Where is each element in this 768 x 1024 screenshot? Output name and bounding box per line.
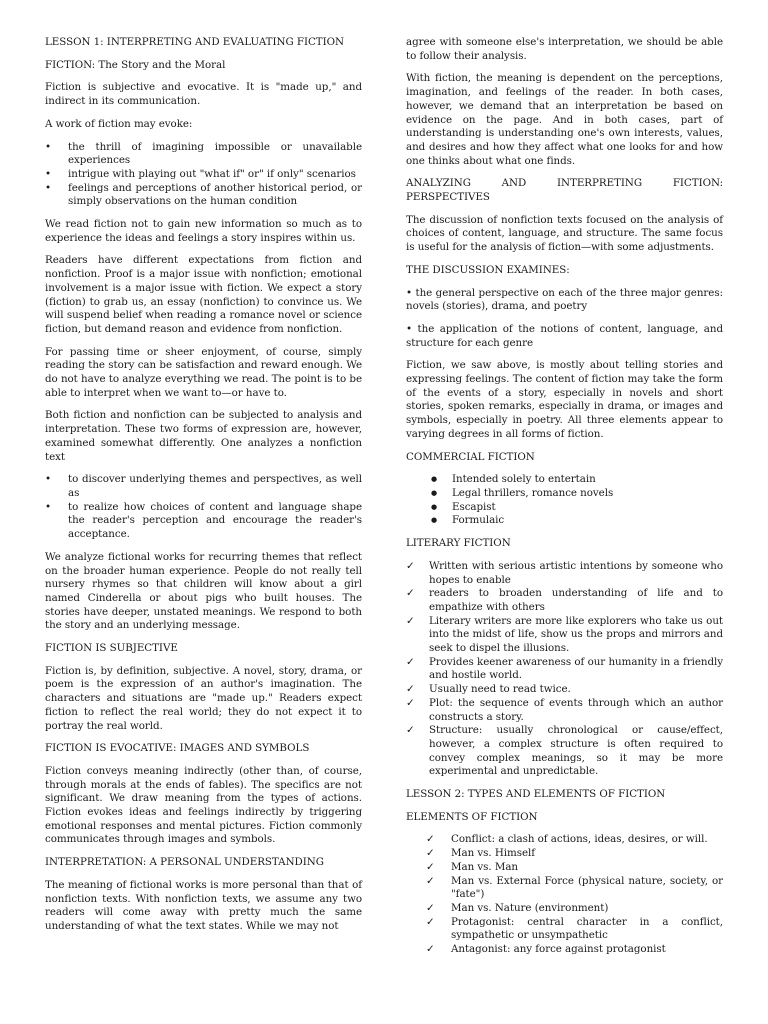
list-item: ✓ Man vs. Man — [426, 861, 723, 875]
lesson-2-title: LESSON 2: TYPES AND ELEMENTS OF FICTION — [406, 788, 666, 801]
list-item: ✓ Plot: the sequence of events through which an author constructs a story. — [406, 697, 723, 724]
list-item: ✓ Conflict: a clash of actions, ideas, desires, or will. — [426, 833, 723, 847]
list-item: ● Intended solely to entertain — [429, 473, 723, 487]
paragraph: agree with someone else's interpretation, we should be able to follow their analysis. — [406, 36, 723, 62]
analyze-list — [45, 473, 362, 542]
list-item: ✓ Man vs. External Force (physical nature, society, or "fate") — [426, 875, 723, 902]
paragraph: A work of fiction may evoke: — [45, 117, 193, 130]
literary-list — [406, 560, 723, 779]
list-item: ✓ Structure: usually chronological or cause/effect, however, a complex structure is often required to convey complex meanings, so it may be more experimental and unpredictable. — [406, 724, 723, 779]
paragraph: For passing time or sheer enjoyment, of course, simply reading the story can be satisfaction and reward enough. We do not have to analyze everything we read. The point is to be able to interpret when we want to—or have to. — [45, 345, 362, 399]
section-heading: ELEMENTS OF FICTION — [406, 810, 538, 823]
right-column — [406, 36, 723, 966]
paragraph: Both fiction and nonfiction can be subjected to analysis and interpretation. These two forms of expression are, however, examined somewhat differently. One analyzes a nonfiction text — [45, 409, 362, 463]
section-heading: FICTION IS EVOCATIVE: IMAGES AND SYMBOLS — [45, 742, 310, 755]
fiction-heading: FICTION: The Story and the Moral — [45, 58, 226, 71]
paragraph: We analyze fictional works for recurring themes that reflect on the broader human experience. People do not really tell nursery rhymes so that children will know about a girl named Cinderella or about pigs who built houses. The stories have deeper, unstated meanings. We respond to both the story and an underlying message. — [45, 550, 362, 632]
list-item: ✓ Antagonist: any force against protagonist — [426, 943, 723, 957]
list-item: ● Formulaic — [429, 514, 723, 528]
paragraph: The discussion of nonfiction texts focused on the analysis of choices of content, language, and structure. The same focus is useful for the analysis of fiction—with some adjustments. — [406, 213, 723, 254]
list-item: ✓ readers to broaden understanding of life and to empathize with others — [406, 587, 723, 614]
paragraph: • the general perspective on each of the three major genres: novels (stories), drama, and poetry — [406, 286, 723, 313]
evoke-list — [45, 141, 362, 210]
commercial-list — [429, 473, 723, 528]
section-heading: INTERPRETATION: A PERSONAL UNDERSTANDING — [45, 856, 324, 869]
paragraph: The meaning of fictional works is more personal than that of nonfiction texts. With nonfiction texts, we assume any two readers will come away with pretty much the same understanding of what the text states. While we may not — [45, 878, 362, 932]
list-item: ● Legal thrillers, romance novels — [429, 487, 723, 501]
paragraph: Fiction is, by definition, subjective. A novel, story, drama, or poem is the expression of an author's imagination. The characters and situations are "made up." Readers expect fiction to reflect the real world; they do not expect it to portray the real world. — [45, 664, 362, 732]
list-item: ✓ Man vs. Nature (environment) — [426, 902, 723, 916]
lesson-1-title: LESSON 1: INTERPRETING AND EVALUATING FICTION — [45, 36, 344, 48]
list-item: • intrigue with playing out "what if" or" if only" scenarios — [45, 168, 362, 182]
paragraph: With fiction, the meaning is dependent on the perceptions, imagination, and feelings of the reader. In both cases, however, we demand that an interpretation be based on evidence on the page. And in both cases, part of understanding is understanding one's own interests, values, and desires and how they affect what one looks for and how one thinks about what one finds. — [406, 72, 723, 167]
paragraph: • the application of the notions of content, language, and structure for each genre — [406, 322, 723, 349]
section-heading: COMMERCIAL FICTION — [406, 450, 535, 463]
list-item: ✓ Protagonist: central character in a conflict, sympathetic or unsympathetic — [426, 916, 723, 943]
paragraph: Readers have different expectations from fiction and nonfiction. Proof is a major issue with nonfiction; emotional involvement is a major issue with fiction. We expect a story (fiction) to grab us, an essay (nonfiction) to convince us. We will suspend belief when reading a romance novel or science fiction, but demand reason and evidence from nonfiction. — [45, 254, 362, 335]
list-item: ✓ Man vs. Himself — [426, 847, 723, 861]
paragraph: Fiction conveys meaning indirectly (other than, of course, through morals at the ends of fables). The specifics are not significant. We draw meaning from the types of actions. Fiction evokes ideas and feelings indirectly by triggering emotional responses and mental pictures. Fiction commonly communicates through images and symbols. — [45, 764, 362, 846]
list-item: ✓ Literary writers are more like explorers who take us out into the midst of life, show us the props and mirrors and seek to dispel the illusions. — [406, 615, 723, 656]
left-column — [45, 36, 362, 943]
list-item: • to realize how choices of content and language shape the reader's perception and encourage the reader's acceptance. — [45, 501, 362, 542]
list-item: ● Escapist — [429, 501, 723, 515]
section-heading: LITERARY FICTION — [406, 537, 511, 550]
list-item: ✓ Usually need to read twice. — [406, 683, 723, 697]
elements-list — [426, 833, 723, 956]
list-item: ✓ Written with serious artistic intentions by someone who hopes to enable — [406, 560, 723, 587]
paragraph: Fiction, we saw above, is mostly about telling stories and expressing feelings. The content of fiction may take the form of the events of a story, especially in novels and short stories, spoken remarks, especially in drama, or images and symbols, especially in poetry. All three elements appear to varying degrees in all forms of fiction. — [406, 359, 723, 440]
section-heading: THE DISCUSSION EXAMINES: — [406, 263, 570, 276]
section-heading: ANALYZING AND INTERPRETING FICTION: PERSPECTIVES — [406, 177, 723, 204]
section-heading: FICTION IS SUBJECTIVE — [45, 642, 178, 655]
list-item: ✓ Provides keener awareness of our humanity in a friendly and hostile world. — [406, 656, 723, 683]
paragraph: Fiction is subjective and evocative. It is "made up," and indirect in its communication. — [45, 81, 362, 108]
list-item: • feelings and perceptions of another historical period, or simply observations on the human condition — [45, 182, 362, 209]
list-item: • to discover underlying themes and perspectives, as well as — [45, 473, 362, 500]
paragraph: We read fiction not to gain new information so much as to experience the ideas and feelings a story inspires within us. — [45, 218, 362, 244]
list-item: • the thrill of imagining impossible or unavailable experiences — [45, 141, 362, 168]
